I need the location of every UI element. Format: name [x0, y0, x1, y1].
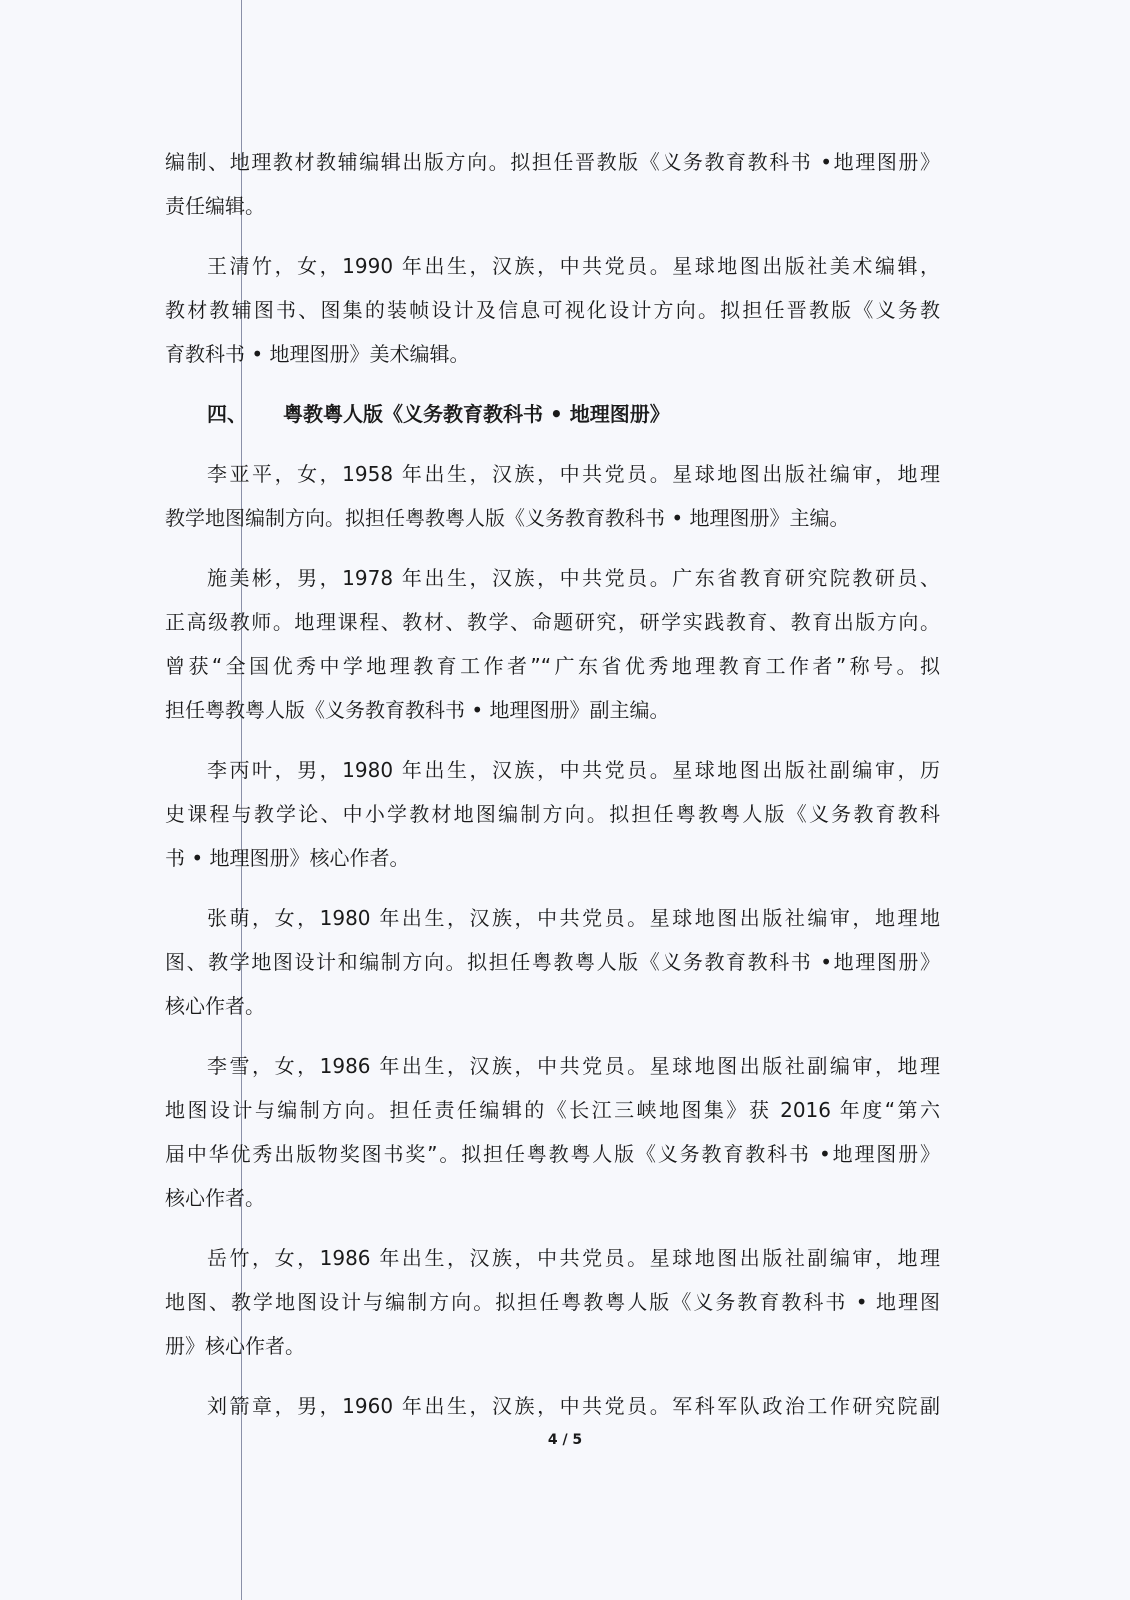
page-number: 4 / 5 — [547, 1432, 583, 1448]
text-line: 责任编辑。 — [165, 194, 265, 218]
text-line: 届中华优秀出版物奖图书奖”。拟担任粤教粤人版《义务教育教科书 •地理图册》 — [165, 1142, 940, 1166]
text-line: 图、教学地图设计和编制方向。拟担任粤教粤人版《义务教育教科书 •地理图册》 — [165, 950, 940, 974]
section-heading — [165, 392, 940, 436]
paragraphs-before — [165, 140, 940, 376]
paragraph — [165, 1236, 940, 1368]
text-line: 史课程与教学论、中小学教材地图编制方向。拟担任粤教粤人版《义务教育教科 — [165, 802, 940, 826]
paragraph — [165, 1384, 940, 1428]
text-line: 岳竹，女，1986 年出生，汉族，中共党员。星球地图出版社副编审，地理 — [207, 1246, 940, 1270]
paragraph — [165, 556, 940, 732]
text-line: 李雪，女，1986 年出生，汉族，中共党员。星球地图出版社副编审，地理 — [207, 1054, 940, 1078]
text-line: 核心作者。 — [165, 994, 265, 1018]
paragraph — [165, 896, 940, 1028]
text-line: 担任粤教粤人版《义务教育教科书 • 地理图册》副主编。 — [165, 698, 670, 722]
text-line: 地图、教学地图设计与编制方向。拟担任粤教粤人版《义务教育教科书 • 地理图 — [165, 1290, 940, 1314]
text-line: 育教科书 • 地理图册》美术编辑。 — [165, 342, 470, 366]
section-title: 粤教粤人版《义务教育教科书 • 地理图册》 — [283, 402, 670, 426]
text-line: 张萌，女，1980 年出生，汉族，中共党员。星球地图出版社编审，地理地 — [207, 906, 940, 930]
text-line: 曾获“全国优秀中学地理教育工作者”“广东省优秀地理教育工作者”称号。拟 — [165, 654, 940, 678]
paragraph — [165, 140, 940, 228]
paragraph — [165, 452, 940, 540]
paragraph — [165, 1044, 940, 1220]
text-line: 李丙叶，男，1980 年出生，汉族，中共党员。星球地图出版社副编审，历 — [207, 758, 940, 782]
text-line: 书 • 地理图册》核心作者。 — [165, 846, 410, 870]
text-line: 编制、地理教材教辅编辑出版方向。拟担任晋教版《义务教育教科书 •地理图册》 — [165, 150, 940, 174]
text-line: 核心作者。 — [165, 1186, 265, 1210]
paragraph — [165, 748, 940, 880]
text-line: 册》核心作者。 — [165, 1334, 305, 1358]
text-line: 教学地图编制方向。拟担任粤教粤人版《义务教育教科书 • 地理图册》主编。 — [165, 506, 850, 530]
text-line: 正高级教师。地理课程、教材、教学、命题研究，研学实践教育、教育出版方向。 — [165, 610, 940, 634]
text-line: 李亚平，女，1958 年出生，汉族，中共党员。星球地图出版社编审，地理 — [207, 462, 940, 486]
text-line: 施美彬，男，1978 年出生，汉族，中共党员。广东省教育研究院教研员、 — [207, 566, 940, 590]
text-line: 王清竹，女，1990 年出生，汉族，中共党员。星球地图出版社美术编辑， — [207, 254, 940, 278]
document-body — [165, 140, 940, 1444]
paragraphs-after — [165, 452, 940, 1428]
text-line: 刘箭章，男，1960 年出生，汉族，中共党员。军科军队政治工作研究院副 — [207, 1394, 940, 1418]
text-line: 教材教辅图书、图集的装帧设计及信息可视化设计方向。拟担任晋教版《义务教 — [165, 298, 940, 322]
text-line: 地图设计与编制方向。担任责任编辑的《长江三峡地图集》获 2016 年度“第六 — [165, 1098, 940, 1122]
paragraph — [165, 244, 940, 376]
section-number: 四、 — [207, 402, 247, 426]
